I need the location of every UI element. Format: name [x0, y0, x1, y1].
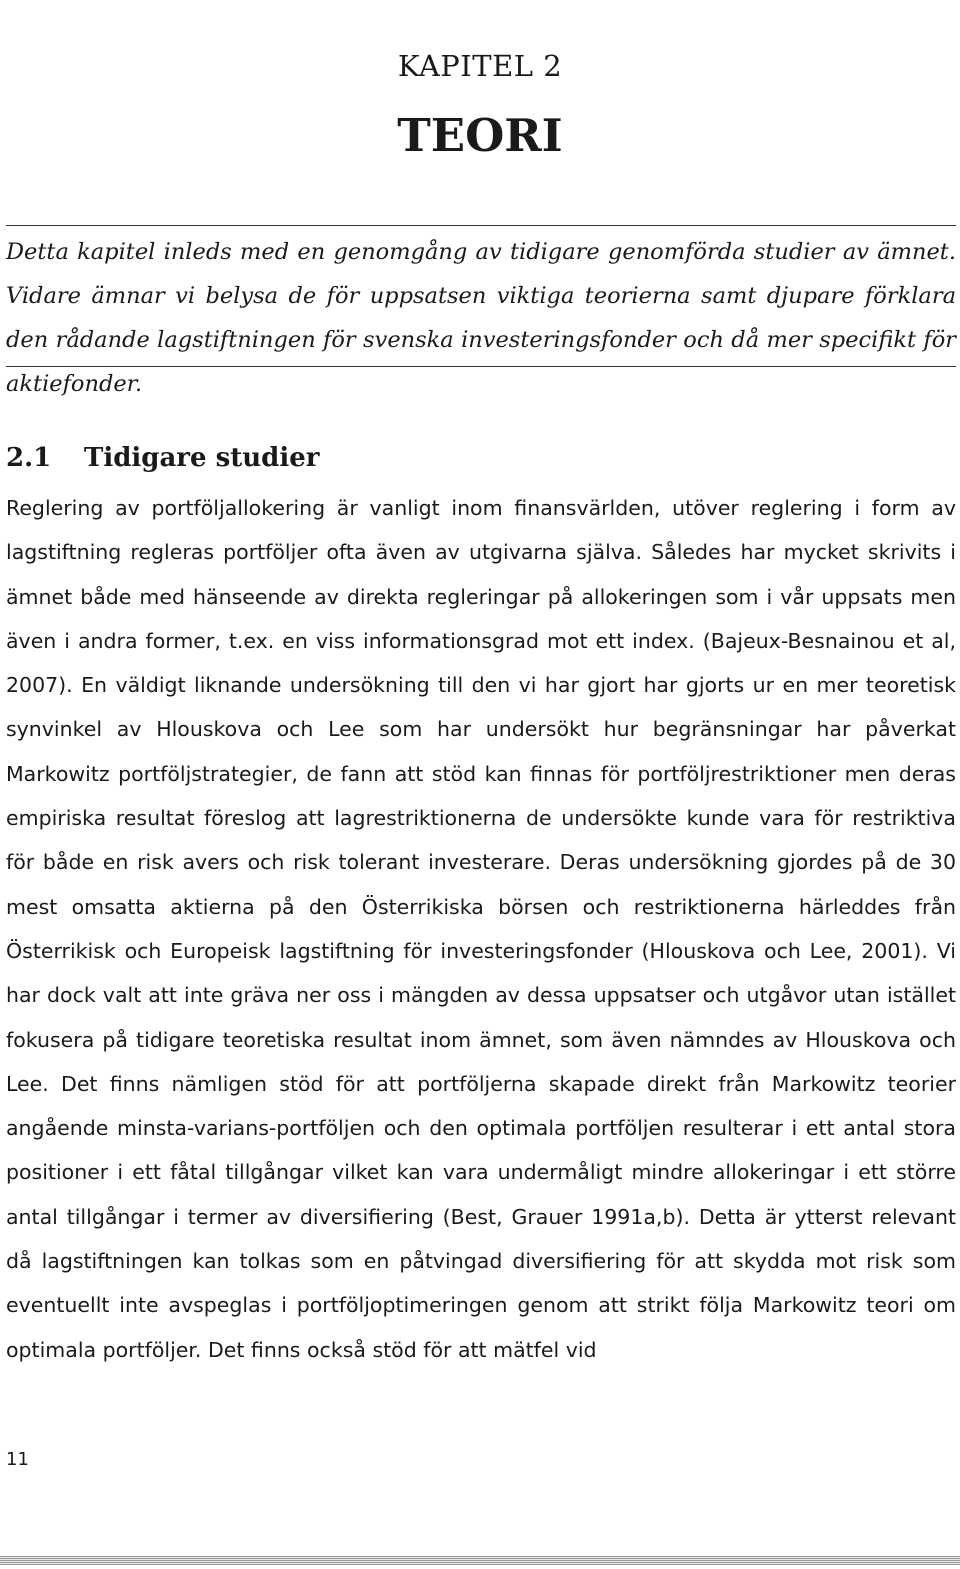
footer-bar: [0, 1556, 960, 1565]
chapter-title: TEORI: [397, 109, 563, 162]
section-number: 2.1: [6, 443, 52, 473]
section-title: Tidigare studier: [84, 443, 320, 473]
intro-top-rule: [6, 225, 956, 226]
section-heading: [6, 438, 319, 478]
body-paragraph: Reglering av portföljallokering är vanligt inom finansvärlden, utöver reglering i form av lagstiftning regleras portföljer ofta även av utgivarna själva. Således har mycket skrivits i ämnet både med hänseende av direkta regleringar på allokeringen som i vår uppsats men även i andra former, t.ex. en viss informationsgrad mot ett index. (Bajeux-Besnainou et al, 2007). En väldigt liknande undersökning till den vi har gjort har gjorts ur en mer teoretisk synvinkel av Hlouskova och Lee som har undersökt hur begränsningar har påverkat Markowitz portföljstrategier, de fann att stöd kan finnas för portföljrestriktioner men deras empiriska resultat föreslog att lagrestriktionerna de undersökte kunde vara för restriktiva för både en risk avers och risk tolerant investerare. Deras undersökning gjordes på de 30 mest omsatta aktierna på den Österrikiska börsen och restriktionerna härleddes från Österrikisk och Europeisk lagstiftning för investeringsfonder (Hlouskova och Lee, 2001). Vi har dock valt att inte gräva ner oss i mängden av dessa uppsatser och utgåvor utan istället fokusera på tidigare teoretiska resultat inom ämnet, som även nämndes av Hlouskova och Lee. Det finns nämligen stöd för att portföljerna skapade direkt från Markowitz teorier angående minsta-varians-portföljen och den optimala portföljen resulterar i ett antal stora positioner i ett fåtal tillgångar vilket kan vara undermåligt mindre allokeringar i ett större antal tillgångar i termer av diversifiering (Best, Grauer 1991a,b). Detta är ytterst relevant då lagstiftningen kan tolkas som en påtvingad diversifiering för att skydda mot risk som eventuellt inte avspeglas i portföljoptimeringen genom att strikt följa Markowitz teori om optimala portföljer. Det finns också stöd för att mätfel vid: [6, 496, 956, 1362]
chapter-label: KAPITEL 2: [397, 49, 563, 83]
page-number: 11: [6, 1449, 29, 1470]
intro-bottom-rule: [6, 366, 956, 367]
chapter-intro: Detta kapitel inleds med en genomgång av tidigare genomförda studier av ämnet. Vidare ämnar vi belysa de för uppsatsen viktiga teorierna samt djupare förklara den rådande lagstiftningen för svenska investeringsfonder och då mer specifikt för aktiefonder.: [6, 239, 956, 397]
